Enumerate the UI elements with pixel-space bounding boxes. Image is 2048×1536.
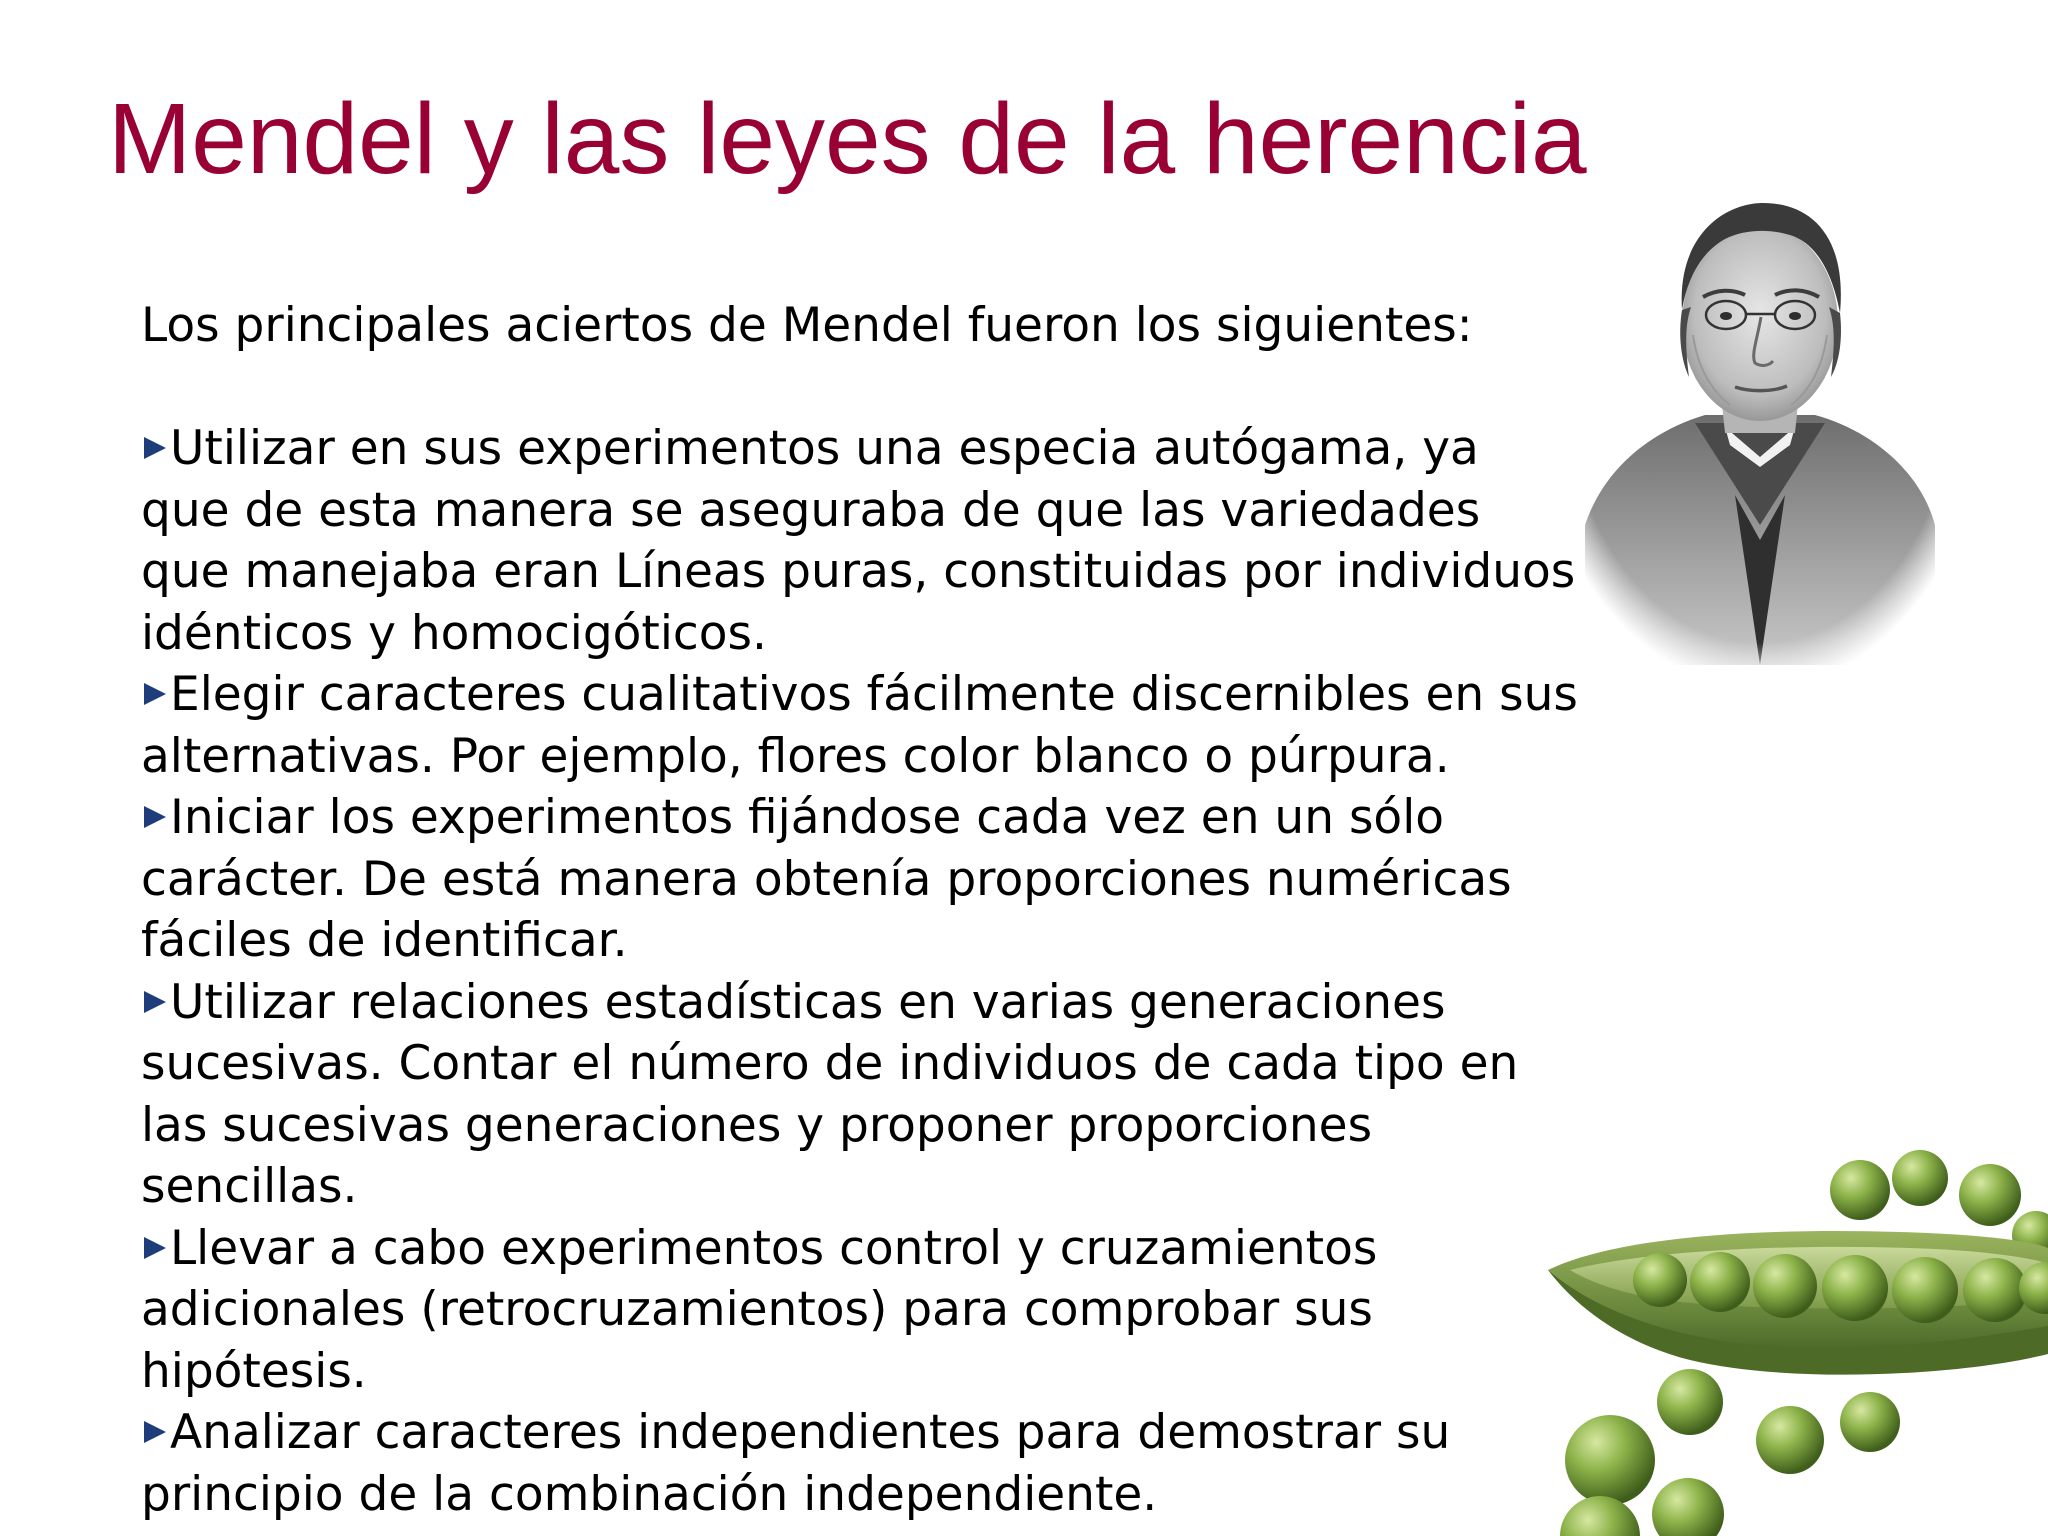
list-item [141, 1402, 1581, 1525]
list-item-text: Iniciar los experimentos fijándose cada vez en un sólo carácter. De está manera obtenía proporciones numéricas fáciles de identificar. [141, 790, 1512, 968]
list-item [141, 664, 1581, 787]
intro-text: Los principales aciertos de Mendel fueron los siguientes: [141, 298, 1473, 353]
slide-content [141, 295, 1581, 1525]
list-item-text: Elegir caracteres cualitativos fácilmente discernibles en sus alternativas. Por ejemplo, flores color blanco o púrpura. [141, 667, 1578, 784]
mendel-portrait-image [1585, 195, 1935, 665]
list-item [141, 418, 1581, 664]
list-item-text: Analizar caracteres independientes para demostrar su principio de la combinación independiente. [141, 1405, 1451, 1522]
triangle-bullet-icon [141, 428, 167, 468]
list-item [141, 972, 1581, 1218]
list-item-text: Utilizar relaciones estadísticas en varias generaciones sucesivas. Contar el número de individuos de cada tipo en las sucesivas generaciones y proponer proporciones sencillas. [141, 974, 1519, 1214]
slide-title: Mendel y las leyes de la herencia [108, 83, 1587, 195]
list-item [141, 787, 1581, 972]
triangle-bullet-icon [141, 1228, 167, 1268]
triangle-bullet-icon [141, 1412, 167, 1452]
list-item [141, 1218, 1581, 1403]
list-item-text: Utilizar en sus experimentos una especia autógama, ya que de esta manera se aseguraba de que las variedades que manejaba eran Líneas puras, constituidas por individuos idénticos y homocigóticos. [141, 421, 1576, 661]
triangle-bullet-icon [141, 797, 167, 837]
bullet-list [141, 418, 1581, 1525]
pea-pod-image [1540, 1140, 2048, 1536]
list-item-text: Llevar a cabo experimentos control y cruzamientos adicionales (retrocruzamientos) para comprobar sus hipótesis. [141, 1220, 1378, 1399]
triangle-bullet-icon [141, 982, 167, 1022]
triangle-bullet-icon [141, 674, 167, 714]
